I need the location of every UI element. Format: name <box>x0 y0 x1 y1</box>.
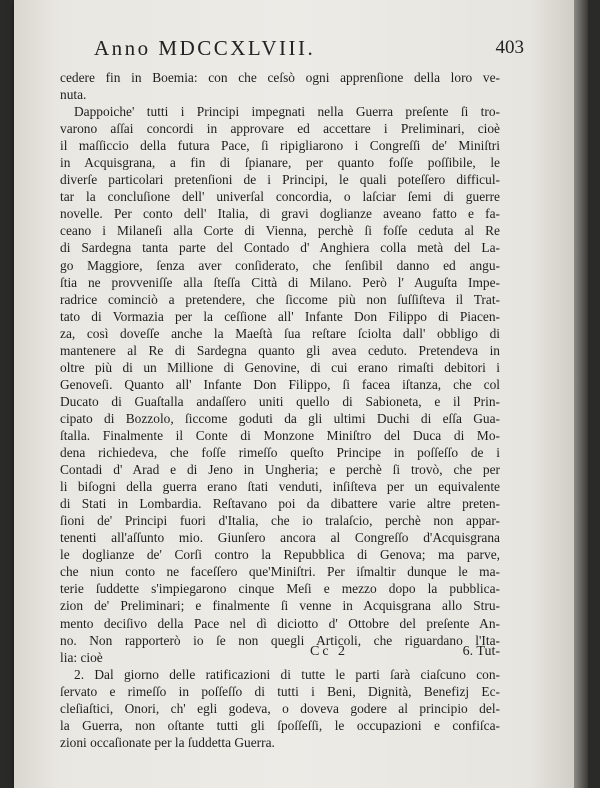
text-line: li biſogni della guerra erano ſtati venduti, inſiſteva per un equivalente <box>60 479 500 495</box>
page-header <box>74 36 524 64</box>
text-line: Dappoiche' tutti i Principi impegnati nella Guerra preſente ſi tro- <box>74 104 500 120</box>
page-number: 403 <box>495 37 524 58</box>
text-line: zion de' Preliminari; e finalmente ſi venne in Acquisgrana allo Stru- <box>60 598 500 614</box>
page-footer <box>60 644 500 664</box>
text-line: dena richiedeva, che foſſe rimeſſo queſto Principe in poſſeſſo de i <box>60 445 500 461</box>
text-line: oltre più di un Millione di Genovine, di cui erano rimaſti debitori i <box>60 359 500 375</box>
text-line: nuta. <box>60 87 87 103</box>
text-line: mantenere al Re di Sardegna quanto gli avea ceduto. Pretendeva in <box>60 342 500 358</box>
text-line: lia: cioè <box>60 649 103 665</box>
text-line: 2. Dal giorno delle ratificazioni di tutte le parti ſarà ciaſcuno con- <box>74 666 500 682</box>
text-line: radrice cominciò a pretendere, che ſiccome più non ſuſſiſteva il Trat- <box>60 291 500 307</box>
text-line: cedere fin in Boemia: con che ceſsò ogni apprenſione della loro ve- <box>60 70 500 85</box>
text-line: mento deciſivo della Pace nel dì diciotto d' Ottobre del preſente An- <box>60 615 500 631</box>
signature-mark: Cc 2 <box>310 644 349 659</box>
text-line: Genoveſi. Quanto all' Infante Don Filippo, ſi facea iſtanza, che col <box>60 376 500 392</box>
text-line: Ducato di Guaſtalla andaſſero uniti quello di Sabioneta, e il Prin- <box>60 393 500 409</box>
text-line: no. Non rapporterò io ſe non quegli Articoli, che riguardano l'Ita- <box>60 632 500 648</box>
text-line: ceano i Milaneſi alla Corte di Vienna, perchè ſi foſſe ceduta al Re <box>60 223 500 239</box>
text-line: in Acquisgrana, a fin di ſpianare, per quanto foſſe poſſibile, le <box>60 155 500 171</box>
text-line: ſervato e rimeſſo in poſſeſſo di tutti i Beni, Dignità, Benefizj Ec- <box>60 683 500 699</box>
text-line: la Guerra, non oſtante tutti gli ſpoſſeſſi, le occupazioni e confiſca- <box>60 717 500 733</box>
text-line: il maſſiccio della futura Pace, ſi ripigliarono i Congreſſi de' Miniſtri <box>60 138 500 154</box>
text-line: ſioni de' Principi fuori d'Italia, che io tralaſcio, perchè non appar- <box>60 513 500 529</box>
text-line: varono aſſai concordi in approvare ed accettare i Preliminari, cioè <box>60 121 500 137</box>
text-line: novelle. Per conto dell' Italia, di gravi doglianze aveano fatto e fa- <box>60 206 500 222</box>
catchword: 6. Tut- <box>462 644 500 659</box>
text-line: cleſiaſtici, Onori, ch' egli godeva, o doveva godere al principio del- <box>60 700 500 716</box>
text-line: go Maggiore, ſenza aver conſiderato, che ſenſibil danno ed angu- <box>60 257 500 273</box>
text-line: cipato di Bozzolo, ſiccome goduti da gli ultimi Duchi di eſſa Gua- <box>60 410 500 426</box>
text-line: ſtia ne provveniſſe alla ſteſſa Città di Milano. Però l' Auguſta Impe- <box>60 274 500 290</box>
text-line: le doglianze de' Corſi contro la Repubblica di Genova; ma parve, <box>60 547 500 563</box>
text-line: ſtalla. Finalmente il Conte di Monzone Miniſtro del Duca di Mo- <box>60 427 500 443</box>
text-line: terie ſuddette s'impiegarono cinque Meſi e mezzo dopo la pubblica- <box>60 581 500 597</box>
text-line: diverſe particolari pretenſioni de i Principi, le quali poteſſero difficul- <box>60 172 500 188</box>
book-page <box>14 0 574 788</box>
text-line: Contadi d' Arad e di Jeno in Ungheria; e perchè ſi trovò, che per <box>60 462 500 478</box>
text-line: tar la concluſione dell' univerſal concordia, o laſciar ſemi di guerre <box>60 189 500 205</box>
text-line: tenenti all'aſſunto mio. Giunſero ancora al Congreſſo d'Acquisgrana <box>60 530 500 546</box>
text-line: tato di Vormazia per la ceſſione all' Infante Don Filippo di Piacen- <box>60 308 500 324</box>
running-title: Anno MDCCXLVIII. <box>94 36 316 60</box>
text-line: di Stati in Lombardia. Reſtavano poi da dibattere varie altre preten- <box>60 496 500 512</box>
text-line: che niun conto ne faceſſero que'Miniſtri. Per iſmaltir dunque le ma- <box>60 564 500 580</box>
text-line: zioni occaſionate per la ſuddetta Guerra. <box>60 734 275 750</box>
text-line: za, così doveſſe anche la Maeſtà ſua reſtare ſciolta dall' obbligo di <box>60 325 500 341</box>
text-line: di Sardegna tanta parte del Contado d' Anghiera colla metà del La- <box>60 240 500 256</box>
